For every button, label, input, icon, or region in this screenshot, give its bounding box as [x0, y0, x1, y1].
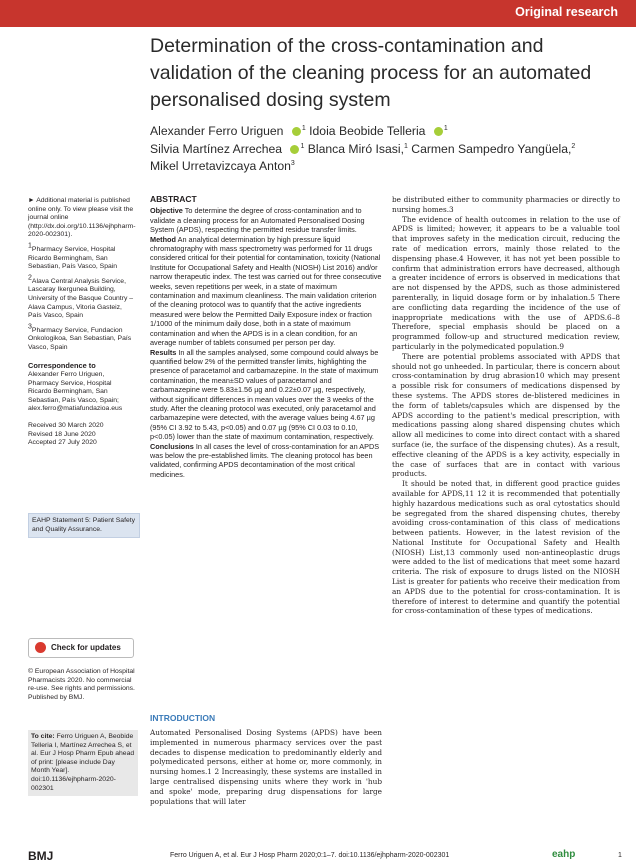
sidebar	[28, 197, 136, 454]
cite-box	[28, 730, 138, 796]
orcid-icon[interactable]	[292, 127, 301, 136]
affiliation-3: $^3$Pharmacy Service, Fundacion Onkologikoa, San Sebastian, País Vasco, Spain	[28, 323, 132, 351]
eahp-statement: EAHP Statement 5: Patient Safety and Quality Assurance.	[28, 513, 140, 538]
bmj-logo: BMJ	[28, 849, 54, 863]
footer-citation: Ferro Uriguen A, et al. Eur J Hosp Pharm 2020;0:1–7. doi:10.1136/ejhpharm-2020-002301	[170, 852, 450, 859]
affil-sup: 3	[290, 159, 295, 167]
author-name[interactable]: Blanca Miró Isasi,	[307, 141, 404, 156]
introduction-text: Automated Personalised Dosing Systems (APDS) have been implemented in numerous pharmacy services over the past decades to dispense medication to predominantly elderly and polymedicated persons, either at home or, more commonly, in nursing homes.1 2 Increasingly, these systems are installed in large centralised dispensing units where they work in 'hub and spoke' mode, preparing drug dispensations for large populations that will later	[150, 728, 382, 806]
affiliation-1: $^1$Pharmacy Service, Hospital Ricardo Bermingham, San Sebastian, País Vasco, Spain	[28, 242, 118, 271]
cite-text: Ferro Uriguen A, Beobide Telleria I, Martínez Arrechea S, et al. Eur J Hosp Pharm Epub ahead of print: [please include Day Month Year]. doi:10.1136/ejhpharm-2020-002301	[31, 733, 135, 792]
affil-sup: 1	[443, 124, 448, 132]
abstract-heading: ABSTRACT	[150, 194, 197, 204]
correspondence-text[interactable]: Alexander Ferro Uriguen, Pharmacy Service, Hospital Ricardo Bermingham, San Sebastian, País Vasco, Spain; alex.ferro@matiafundazioa.eus	[28, 371, 123, 413]
author-name[interactable]: Mikel Urretavizcaya Anton	[150, 159, 291, 173]
author-name[interactable]: Silvia Martínez Arrechea	[150, 141, 283, 156]
paragraph: It should be noted that, in different good practice guides available for APDS,11 12 it is recommended that potentially highly hazardous medications such as oral cytostatics should be segregated from the shared dispensing chutes, thereby avoiding cross-contamination of this class of medications between patients. However, in the latest revision of the National Institute for Occupational Safety and Health (NIOSH) List,13 commonly used non-antineoplastic drugs were added to the list of medications that meet some hazard criteria. The risk of exposure to drugs listed on the NIOSH List is greater for patients who receive their medication from an APDS due to the potential for cross-contamination. It is therefore of interest to determine and quantify the potential for cross-contamination of these types of medications.	[392, 479, 620, 616]
abstract-results: Results In all the samples analysed, some compound could always be quantified below 2% of the permitted transfer limits, highlighting the presence of paracetamol and carbamazepine. In the state of maximum contamination, the mean±SD values of paracetamol and carbamazepine were 5.83±1.56 µg and 0.22±0.07 µg, respectively, without significant differences in mean values over the 3 weeks of the study. After the cleaning protocol was executed, only paracetamol and carbamazepine were detected, with the average values being 4.67 µg (95% CI 3.92 to 5.43, p<0.05) and 0.07 µg (95% CI 0.03 to 0.10, p<0.05) lower than the state of maximum contamination, respectively.	[150, 347, 379, 442]
affil-sup: 1	[300, 142, 305, 150]
affiliation-2: $^2$Alava Central Analysis Service, Lascaray Ikergunea Building, University of the Basque Country – Alava Campus, Vitoria Gasteiz, País Vasco, Spain	[28, 274, 134, 320]
right-column	[392, 195, 620, 616]
check-for-updates-button[interactable]	[28, 638, 134, 658]
dates: Received 30 March 2020 Revised 18 June 2020 Accepted 27 July 2020	[28, 422, 104, 447]
eahp-logo: eahp	[552, 849, 576, 860]
orcid-icon[interactable]	[434, 127, 443, 136]
affil-sup: 1	[403, 142, 408, 150]
affil-sup: 2	[571, 142, 576, 150]
copyright-note: © European Association of Hospital Pharmacists 2020. No commercial re-use. See rights and permissions. Published by BMJ.	[28, 668, 135, 701]
author-line-3	[150, 158, 620, 176]
abstract-objective: Objective To determine the degree of cross-contamination and to validate a cleaning process for an Automated Personalised Dosing System (APDS), respecting the permitted residue transfer limits.	[150, 206, 365, 235]
author-line-1	[150, 123, 620, 141]
abstract-method: Method An analytical determination by high pressure liquid chromatography with mass spectrometry was performed for 11 drugs considered critical for their potential for contamination, toxicity (National Institute for Occupational Safety and Health (NIOSH) List 2016) and/or narrow therapeutic index. The test was carried out for three consecutive weeks, seven repetitions per week, in a state of maximum contamination and maximum cleanliness. The main validation criterion of the cleaning protocol was to quantify that the active ingredients measured were below the Permitted Daily Exposure index or fraction 1/1000 of the minimum daily dose, both in a state of maximum contamination and when the APDS is in a clean condition, for an average number of tablets consumed per person per day.	[150, 234, 382, 348]
author-name[interactable]: Alexander Ferro Uriguen	[150, 124, 284, 138]
affil-sup: 1	[301, 124, 306, 132]
additional-material-note[interactable]: ► Additional material is published online only. To view please visit the journal online (http://dx.doi.org/10.1136/ejhpharm-2020-002301).	[28, 197, 136, 239]
introduction-heading: INTRODUCTION	[150, 713, 216, 723]
section-header-bar	[0, 0, 636, 27]
abstract	[150, 195, 382, 479]
orcid-icon[interactable]	[290, 145, 299, 154]
cite-heading: To cite:	[31, 733, 55, 740]
author-line-2	[150, 141, 620, 159]
author-list	[150, 123, 620, 176]
abstract-conclusions: Conclusions In all cases the level of cross-contamination for an APDS was below the pre-established limits. The cleaning protocol has been validated, confirming APDS decontamination of the most critical medicines.	[150, 441, 380, 479]
check-label: Check for updates	[51, 643, 121, 652]
section-label: Original research	[515, 5, 618, 19]
page-number: 1	[618, 852, 622, 859]
paragraph: be distributed either to community pharmacies or directly to nursing homes.3	[392, 195, 620, 214]
paragraph: There are potential problems associated with APDS that should not go unheeded. In particular, there is concern about cross-contamination by drug abrasion10 which may present a possible risk for consumers of medications dispensed by these systems. The APDS stores de-blistered medicines in the form of tablets/capsules which are dispensed by the APDS according to the patient's medical prescription, with medications passing along shared dispensing chutes which allow all medicines to come into direct contact with a shared surface (ie, the surface of the dispensing chutes). As a result, effective cleaning of the APDS is a key activity, especially in the case of surfaces that are in contact with various products.	[392, 351, 620, 479]
crossmark-icon	[35, 642, 46, 653]
correspondence-heading: Correspondence to	[28, 360, 96, 370]
author-name[interactable]: Idoia Beobide Telleria	[309, 124, 426, 138]
correspondence	[28, 362, 136, 415]
article-title: Determination of the cross-contamination and validation of the cleaning process for an automated personalised dosing system	[150, 35, 592, 111]
author-name[interactable]: Carmen Sampedro Yangüela,	[411, 141, 572, 156]
paragraph: The evidence of health outcomes in relation to the use of APDS is limited; however, it appears to be a valuable tool that improves safety in the medication circuit, reducing the rate of medication errors, mainly those related to the dispensing phase.4 However, it has not yet been possible to confirm that administration errors have decreased, although a greater incidence of errors is observed in medications that are not dispensed by the APDS, such as those administered parenterally, in liquid dosage form or by inhalation.5 There are conflicting data regarding the incidence of the use of inappropriate medications with the use of APDS.6–8 Therefore, special emphasis should be placed on a programmed follow-up and structured medication review, particularly in the polymedicated population.9	[392, 214, 620, 351]
